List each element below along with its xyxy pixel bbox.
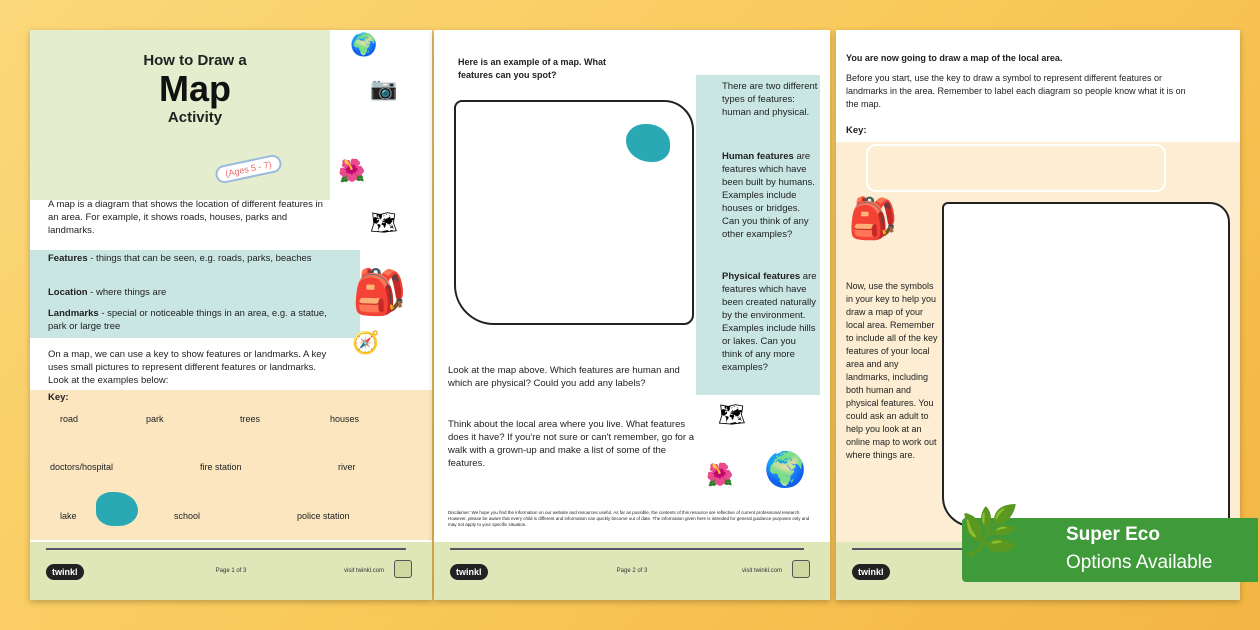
leaf-icon: 🌿 bbox=[960, 505, 1020, 558]
visit-link[interactable]: visit twinkl.com bbox=[741, 568, 782, 574]
key-hospital: doctors/hospital bbox=[50, 462, 114, 472]
twinkl-logo: twinkl bbox=[450, 564, 488, 580]
key-lake: lake bbox=[60, 511, 77, 521]
folded-map-icon: 🗺 bbox=[718, 402, 746, 427]
page3-heading: You are now going to draw a map of the local area. bbox=[846, 53, 1063, 63]
eco-line-2: Options Available bbox=[1066, 552, 1213, 573]
question-2: Think about the local area where you live. What features does it have? If you're not sure or can't remember, go for a walk with a grown-up and make a list of some of the features. bbox=[448, 419, 695, 469]
globe-icon: 🌍 bbox=[764, 451, 807, 489]
footer bbox=[30, 542, 432, 600]
key-box[interactable] bbox=[866, 144, 1166, 192]
camera-icon: 📷 bbox=[370, 76, 398, 101]
title-line-3: Activity bbox=[167, 109, 223, 126]
compass-icon: 🧭 bbox=[352, 330, 380, 355]
page-number: Page 1 of 3 bbox=[215, 568, 247, 574]
page-2 bbox=[434, 30, 830, 600]
lake-icon bbox=[96, 492, 138, 526]
example-map bbox=[454, 100, 694, 325]
ages-badge: (Ages 5 - 7) bbox=[214, 153, 283, 185]
eco-line-1: Super Eco bbox=[1066, 524, 1160, 545]
key-intro: On a map, we can use a key to show features or landmarks. A key uses small pictures to represent different features or landmarks. Look at the examples below: bbox=[48, 349, 327, 386]
key-police-station: police station bbox=[297, 511, 350, 521]
human-features bbox=[722, 150, 818, 241]
key-trees: trees bbox=[240, 414, 261, 424]
def: are features which have been built by humans. Examples include houses or bridges. Can you think of any other examples? bbox=[722, 151, 815, 240]
key-river: river bbox=[338, 462, 356, 472]
super-eco-badge bbox=[960, 505, 1258, 582]
flower-icon: 🌺 bbox=[338, 158, 366, 183]
term: Human features bbox=[722, 151, 794, 162]
title-line-1: How to Draw a bbox=[143, 52, 247, 69]
twinkl-logo: twinkl bbox=[852, 564, 890, 580]
map-drawing-area[interactable] bbox=[942, 202, 1230, 527]
footer bbox=[434, 542, 830, 600]
page-number: Page 2 of 3 bbox=[616, 568, 648, 574]
page3-instructions: Now, use the symbols in your key to help you draw a map of your local area. Remember to include all of the key features of your local area and any landmarks, including both human and physical features. You could ask an adult to help you look at an online map to work out where things are. bbox=[846, 281, 938, 460]
quality-badge bbox=[394, 560, 412, 578]
page-3 bbox=[836, 30, 1240, 600]
key-park: park bbox=[146, 414, 164, 424]
term: Physical features bbox=[722, 271, 801, 282]
twinkl-logo: twinkl bbox=[46, 564, 84, 580]
def: - where things are bbox=[87, 287, 167, 298]
def: - things that can be seen, e.g. roads, parks, beaches bbox=[87, 253, 312, 264]
key-label: Key: bbox=[48, 392, 69, 403]
def-features bbox=[48, 252, 328, 265]
title-line-2: Map bbox=[159, 68, 231, 109]
page-1 bbox=[30, 30, 432, 600]
term: Landmarks bbox=[48, 308, 99, 319]
key-fire-station: fire station bbox=[200, 462, 242, 472]
map-intro: Here is an example of a map. What features can you spot? bbox=[458, 57, 607, 80]
visit-link[interactable]: visit twinkl.com bbox=[343, 568, 384, 574]
def-location bbox=[48, 286, 328, 299]
def: are features which have been created naturally by the environment. Examples include hills or lakes. Can you think of any more examples? bbox=[722, 271, 817, 373]
def-landmarks bbox=[48, 307, 333, 333]
term: Location bbox=[48, 287, 88, 298]
term: Features bbox=[48, 253, 88, 264]
intro-text: A map is a diagram that shows the location of different features in an area. For example, it shows roads, houses, parks and landmarks. bbox=[48, 199, 323, 236]
quality-badge bbox=[792, 560, 810, 578]
key-road: road bbox=[60, 414, 79, 424]
folded-map-icon: 🗺 bbox=[370, 210, 398, 235]
lake-icon bbox=[626, 124, 670, 162]
flower-icon: 🌺 bbox=[706, 462, 734, 487]
disclaimer: Disclaimer: We hope you find the information on our website and resources useful. As far as possible, the contents of this resource are reflective of current professional research. However, please be aware that every child is different and information can quickly become out of date. The information given here is intended for general guidance purposes only and may not apply to your specific situation. bbox=[448, 510, 810, 527]
page3-intro: Before you start, use the key to draw a symbol to represent different features or landmarks in the area. Remember to label each diagram so people know what it is on the map. bbox=[846, 73, 1186, 109]
backpack-icon: 🎒 bbox=[848, 197, 898, 241]
side-intro: There are two different types of features: human and physical. bbox=[722, 81, 818, 118]
title-block bbox=[90, 52, 300, 126]
def: - special or noticeable things in an area, e.g. a statue, park or large tree bbox=[48, 308, 327, 332]
backpack-icon: 🎒 bbox=[352, 268, 407, 317]
key-school: school bbox=[174, 511, 201, 521]
key-label: Key: bbox=[846, 125, 867, 136]
question-1: Look at the map above. Which features are human and which are physical? Could you add any labels? bbox=[448, 365, 680, 389]
key-houses: houses bbox=[330, 414, 360, 424]
physical-features bbox=[722, 270, 818, 374]
globe-icon: 🌍 bbox=[350, 32, 378, 57]
